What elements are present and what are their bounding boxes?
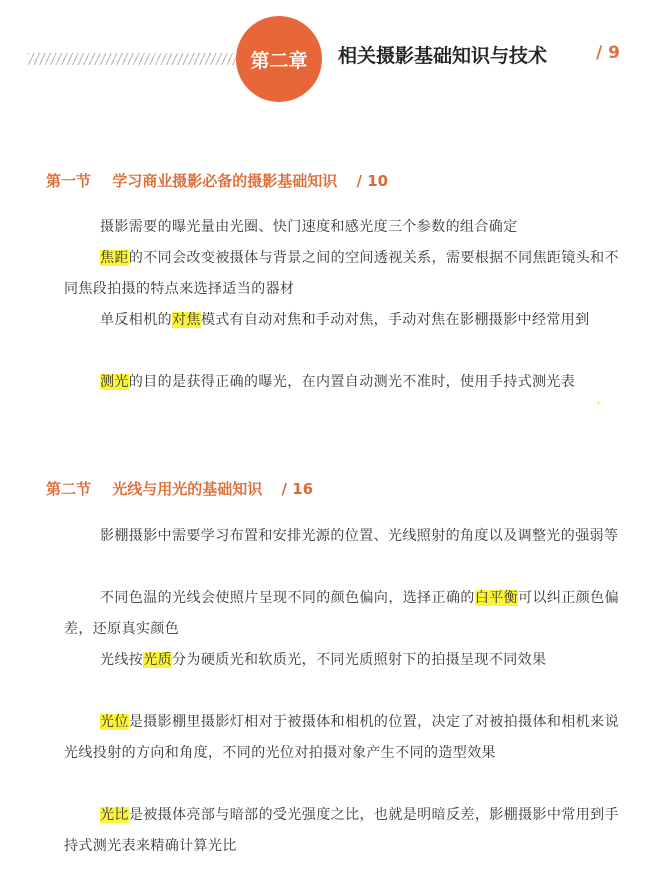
section-number: 第二节	[46, 480, 92, 498]
text-run: 模式有自动对焦和手动对焦，手动对焦在影棚摄影中经常用到	[200, 312, 590, 328]
paragraph	[64, 212, 619, 243]
chapter-badge	[236, 16, 322, 102]
paragraph	[64, 367, 619, 398]
chapter-page-number: / 9	[596, 43, 620, 63]
highlighted-term: 焦距	[100, 250, 129, 266]
chapter-header	[0, 0, 650, 120]
paragraph	[64, 305, 619, 336]
stray-mark: ʻ	[597, 401, 601, 412]
chapter-title: 相关摄影基础知识与技术	[338, 45, 548, 67]
highlighted-term: 光比	[100, 807, 129, 823]
text-run: 不同色温的光线会使照片呈现不同的颜色偏向，选择正确的	[100, 590, 475, 606]
highlighted-term: 光质	[143, 652, 173, 668]
highlighted-term: 对焦	[172, 312, 201, 328]
paragraph	[64, 521, 619, 552]
text-run: 是被摄体亮部与暗部的受光强度之比，也就是明暗反差，影棚摄影中常用到手持式测光表来精确计算光比	[64, 807, 619, 854]
paragraph	[64, 707, 619, 769]
chapter-badge-label: 第二章	[250, 49, 308, 72]
text-run: 可以纠正颜色偏差，还原真实颜色	[64, 590, 619, 637]
section-heading-1	[46, 170, 388, 191]
paragraph	[64, 645, 619, 676]
decorative-hatch-stripe	[28, 53, 248, 65]
section-title: 学习商业摄影必备的摄影基础知识	[112, 172, 338, 190]
highlighted-term: 白平衡	[474, 590, 519, 606]
paragraph	[64, 800, 619, 862]
section-heading-2	[46, 478, 313, 499]
highlighted-term: 光位	[100, 714, 129, 730]
text-run: 单反相机的	[100, 312, 172, 328]
paragraph	[64, 243, 619, 305]
text-run: 光线按	[100, 652, 144, 668]
section-number: 第一节	[46, 172, 92, 190]
paragraph	[64, 583, 619, 645]
text-run: 分为硬质光和软质光，不同光质照射下的拍摄呈现不同效果	[172, 652, 547, 668]
text-run: 摄影需要的曝光量由光圈、快门速度和感光度三个参数的组合确定	[100, 219, 518, 235]
text-run: 的不同会改变被摄体与背景之间的空间透视关系，需要根据不同焦距镜头和不同焦段拍摄的特点来选择适当的器材	[64, 250, 619, 297]
highlighted-term: 测光	[100, 374, 129, 390]
section-page-number: / 16	[281, 480, 314, 498]
section-page-number: / 10	[356, 172, 389, 190]
text-run: 影棚摄影中需要学习布置和安排光源的位置、光线照射的角度以及调整光的强弱等	[100, 528, 619, 544]
section-title: 光线与用光的基础知识	[112, 480, 263, 498]
text-run: 的目的是获得正确的曝光，在内置自动测光不准时，使用手持式测光表	[128, 374, 576, 390]
text-run: 是摄影棚里摄影灯相对于被摄体和相机的位置，决定了对被拍摄体和相机来说光线投射的方向和角度，不同的光位对拍摄对象产生不同的造型效果	[64, 714, 619, 761]
